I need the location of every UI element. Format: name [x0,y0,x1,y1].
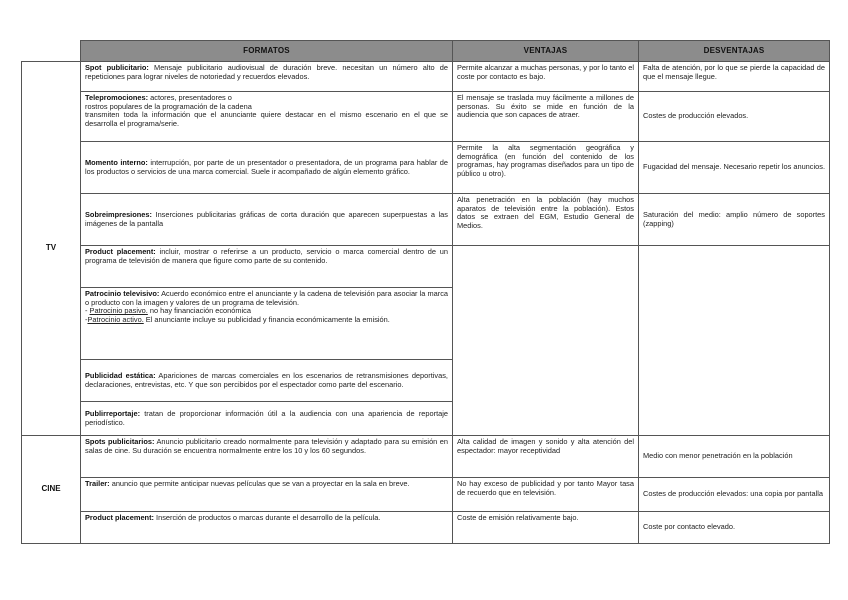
format-desc: Inserciones publicitarias gráficas de corta duración que aparecen superpuestas a las imágenes de la pantalla [85,209,448,228]
format-cell [81,194,453,246]
corner-cell [22,41,81,62]
table-row [22,194,830,246]
header-formatos: FORMATOS [81,41,453,62]
format-cell [81,92,453,142]
format-desc: Mensaje publicitario audiovisual de duración breve. necesitan un número alto de repeticiones para lograr niveles de notoriedad y recuerdos elevados. [85,63,449,81]
format-title: Momento interno: [85,157,148,167]
format-title: Sobreimpresiones: [85,209,152,219]
header-ventajas: VENTAJAS [453,41,639,62]
format-cell [81,288,453,360]
desventajas-empty-cell [639,246,830,436]
format-desc-line: rostros populares de la programación de la cadena [85,101,252,111]
format-desc-line: transmiten toda la información que el anunciante quiere destacar en el mismo escenario en el que se desarrolla el programa/serie. [85,110,448,128]
format-desc: incluir, mostrar o referirse a un producto, servicio o marca comercial dentro de un programa de televisión de manera que figure como parte de su contenido. [85,247,448,265]
format-desc: Anuncio publicitario creado normalmente para televisión y adaptado para su emisión en salas de cine. Su duración se encuentra normalmente entre los 10 y los 60 segundos. [85,437,448,455]
format-title: Spot publicitario: [85,63,149,72]
desventajas-cell: Costes de producción elevados: una copia por pantalla [639,478,830,512]
format-title: Spots publicitarios: [85,437,155,446]
sub-text: no hay financiación económica [147,306,251,316]
format-cell [81,246,453,288]
format-cell [81,360,453,402]
header-desventajas: DESVENTAJAS [639,41,830,62]
format-desc: interrupción, por parte de un presentador o presentadora, de un programa para hablar de los productos o servicios de una marca comercial. Suele ir acompañado de algún elemento gráfico. [85,157,448,176]
format-cell [81,512,453,544]
table-row [22,246,830,288]
section-cine: CINE [22,436,81,544]
table-row [22,478,830,512]
header-row [22,41,830,62]
desventajas-cell: Costes de producción elevados. [639,92,830,142]
format-desc: Inserción de productos o marcas durante el desarrollo de la película. [154,513,381,522]
format-desc: Apariciones de marcas comerciales en los escenarios de retransmisiones deportivas, declaraciones, entrevistas, etc. Y que son percibidos por el espectador como parte del escenario. [85,370,448,389]
table-row [22,436,830,478]
sub-prefix: - [85,306,90,316]
format-desc: Acuerdo económico entre el anunciante y la cadena de televisión para asociar la marca o producto con la imagen y valores de un programa de televisión. [85,289,448,307]
format-title: Product placement: [85,513,154,522]
ventajas-empty-cell [453,246,639,436]
format-cell [81,402,453,436]
desventajas-cell: Fugacidad del mensaje. Necesario repetir los anuncios. [639,142,830,194]
table-row [22,92,830,142]
format-desc-line: actores, presentadores o [148,93,232,102]
format-cell [81,142,453,194]
ventajas-cell: Permite alcanzar a muchas personas, y por lo tanto el coste por contacto es bajo. [453,62,639,92]
formats-table [21,40,830,544]
format-title: Patrocinio televisivo: [85,289,160,298]
section-tv: TV [22,62,81,436]
format-desc: tratan de proporcionar información útil a la audiencia con una apariencia de reportaje periodístico. [85,408,448,427]
ventajas-cell: Alta penetración en la población (hay muchos aparatos de televisión entre la población). Estos datos se extraen del EGM, Estudio General de Medios. [453,194,639,246]
ventajas-cell: El mensaje se traslada muy fácilmente a millones de personas. Su éxito se mide en función de la audiencia que son capaces de atraer. [453,92,639,142]
desventajas-cell: Falta de atención, por lo que se pierde la capacidad de que el mensaje llegue. [639,62,830,92]
patrocinio-activo-link: Patrocinio activo. [87,314,144,324]
format-title: Telepromociones: [85,93,149,102]
format-cell [81,478,453,512]
desventajas-cell: Saturación del medio: amplio número de soportes (zapping) [639,194,830,246]
format-desc: anuncio que permite anticipar nuevas películas que se van a proyectar en la sala en breve. [109,479,410,488]
ventajas-cell: Coste de emisión relativamente bajo. [453,512,639,544]
sub-item [85,316,448,325]
format-cell [81,62,453,92]
table-row [22,512,830,544]
ventajas-cell: Permite la alta segmentación geográfica y demográfica (en función del contenido de los programas, hay programas diseñados para un tipo de público u otro). [453,142,639,194]
desventajas-cell: Coste por contacto elevado. [639,512,830,544]
ventajas-cell: No hay exceso de publicidad y por tanto Mayor tasa de recuerdo que en televisión. [453,478,639,512]
format-title: Product placement: [85,247,156,256]
desventajas-cell: Medio con menor penetración en la población [639,436,830,478]
ventajas-cell: Alta calidad de imagen y sonido y alta atención del espectador: mayor receptividad [453,436,639,478]
format-title: Trailer: [85,479,110,488]
patrocinio-pasivo-link: Patrocinio pasivo. [89,306,148,316]
table-row [22,62,830,92]
sub-prefix: - [85,314,88,324]
format-title: Publirreportaje: [85,408,141,418]
format-cell [81,436,453,478]
table-row [22,142,830,194]
format-title: Publicidad estática: [85,370,156,380]
sub-text: El anunciante incluye su publicidad y financia económicamente la emisión. [143,314,390,324]
